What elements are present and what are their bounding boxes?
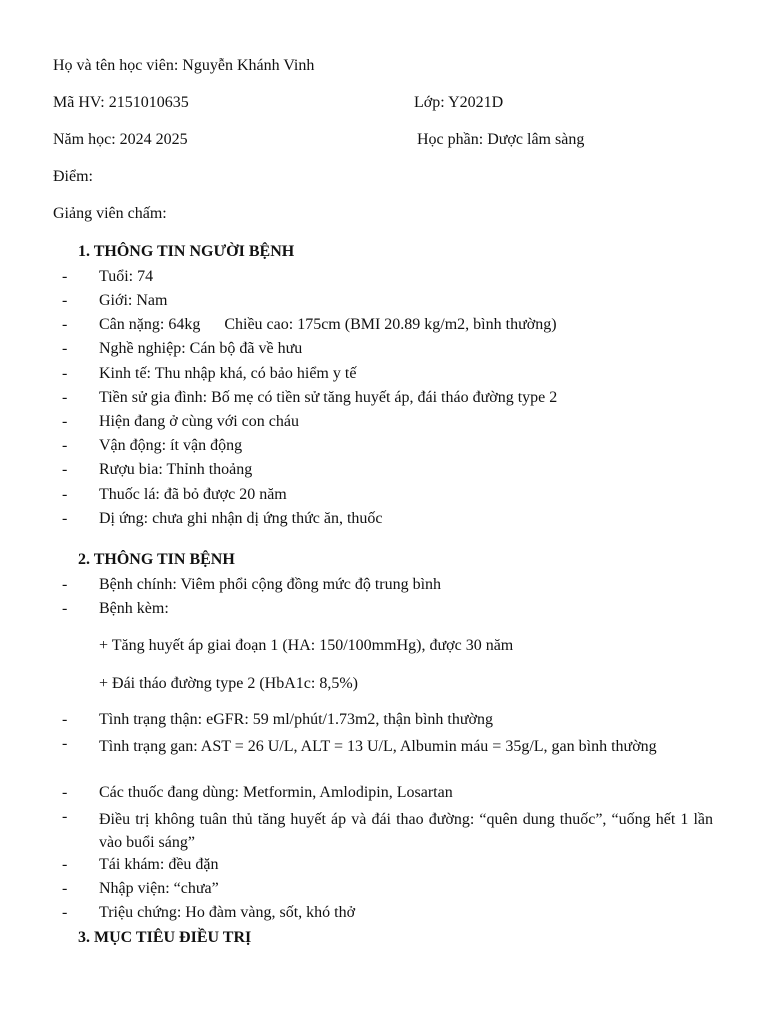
section-1-title: 1. THÔNG TIN NGƯỜI BỆNH <box>78 243 295 260</box>
bullet-dash: - <box>62 340 68 357</box>
comorbid-diabetes: + Đái tháo đường type 2 (HbA1c: 8,5%) <box>99 675 358 692</box>
bullet-dash: - <box>62 856 68 873</box>
followup: Tái khám: đều đặn <box>99 856 219 873</box>
bullet-dash: - <box>62 784 68 801</box>
bullet-dash: - <box>62 486 68 503</box>
comorbid-label: Bệnh kèm: <box>99 600 169 617</box>
list-item-text: Nghề nghiệp: Cán bộ đã về hưu <box>99 340 303 357</box>
section-3-title: 3. MỤC TIÊU ĐIỀU TRỊ <box>78 929 252 946</box>
bullet-dash: - <box>62 711 68 728</box>
bullet-dash: - <box>62 461 68 478</box>
list-item-text: Dị ứng: chưa ghi nhận dị ứng thức ăn, thuốc <box>99 510 383 527</box>
comorbid-hypertension: + Tăng huyết áp giai đoạn 1 (HA: 150/100mmHg), được 30 năm <box>99 637 514 654</box>
list-item-text: Tiền sử gia đình: Bố mẹ có tiền sử tăng huyết áp, đái tháo đường type 2 <box>99 389 558 406</box>
grader-label: Giảng viên chấm: <box>53 205 167 222</box>
list-item-text: Rượu bia: Thỉnh thoảng <box>99 461 253 478</box>
student-id: Mã HV: 2151010635 <box>53 94 189 111</box>
bullet-dash: - <box>62 413 68 430</box>
current-drugs: Các thuốc đang dùng: Metformin, Amlodipin, Losartan <box>99 784 453 801</box>
bullet-dash: - <box>62 880 68 897</box>
score-label: Điểm: <box>53 168 93 185</box>
list-item-text: Giới: Nam <box>99 292 168 309</box>
list-item-text: Tuổi: 74 <box>99 268 154 285</box>
bullet-dash: - <box>62 904 68 921</box>
bullet-dash: - <box>62 316 68 333</box>
student-name: Họ và tên học viên: Nguyễn Khánh Vinh <box>53 57 315 74</box>
bullet-dash: - <box>62 735 68 752</box>
class-label: Lớp: Y2021D <box>414 94 504 111</box>
list-item-text: Vận động: ít vận động <box>99 437 243 454</box>
bullet-dash: - <box>62 437 68 454</box>
section-2-title: 2. THÔNG TIN BỆNH <box>78 551 235 568</box>
main-disease: Bệnh chính: Viêm phổi cộng đồng mức độ trung bình <box>99 576 442 593</box>
course-label: Học phần: Dược lâm sàng <box>417 131 585 148</box>
bullet-dash: - <box>62 365 68 382</box>
symptoms: Triệu chứng: Ho đàm vàng, sốt, khó thở <box>99 904 356 921</box>
school-year: Năm học: 2024 2025 <box>53 131 188 148</box>
bullet-dash: - <box>62 268 68 285</box>
bullet-dash: - <box>62 389 68 406</box>
bullet-dash: - <box>62 292 68 309</box>
bullet-dash: - <box>62 808 68 825</box>
adherence-note: Điều trị không tuân thủ tăng huyết áp và đái thao đường: “quên dung thuốc”, “uống hết 1 lần vào buổi sáng” <box>99 811 713 851</box>
list-item-text: Hiện đang ở cùng với con cháu <box>99 413 299 430</box>
list-item-text: Cân nặng: 64kg Chiều cao: 175cm (BMI 20.89 kg/m2, bình thường) <box>99 316 557 333</box>
list-item-text: Kinh tế: Thu nhập khá, có bảo hiểm y tế <box>99 365 357 382</box>
bullet-dash: - <box>62 510 68 527</box>
kidney-status: Tình trạng thận: eGFR: 59 ml/phút/1.73m2, thận bình thường <box>99 711 493 728</box>
bullet-dash: - <box>62 600 68 617</box>
bullet-dash: - <box>62 576 68 593</box>
liver-status: Tình trạng gan: AST = 26 U/L, ALT = 13 U/L, Albumin máu = 35g/L, gan bình thường <box>99 738 657 755</box>
list-item-text: Thuốc lá: đã bỏ được 20 năm <box>99 486 287 503</box>
admission: Nhập viện: “chưa” <box>99 880 219 897</box>
